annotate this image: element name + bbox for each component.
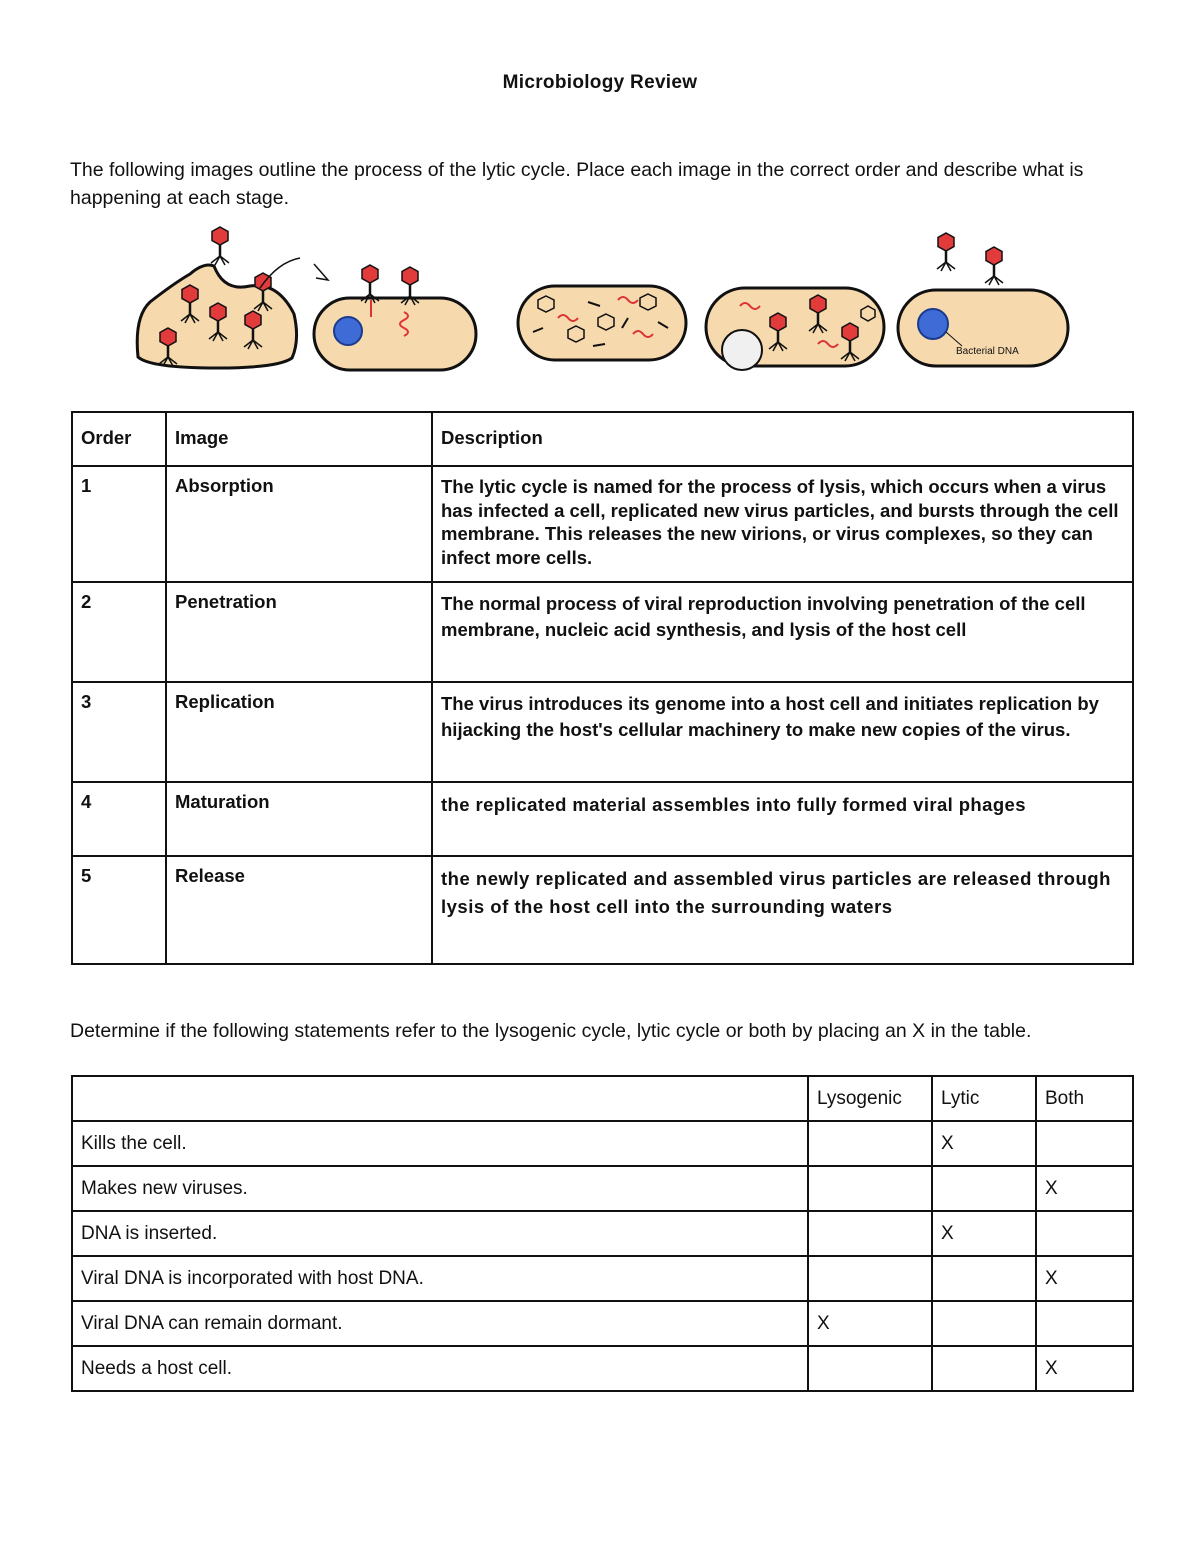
statement: DNA is inserted. — [72, 1211, 808, 1256]
statement: Viral DNA is incorporated with host DNA. — [72, 1256, 808, 1301]
cycle-instructions: Determine if the following statements refer to the lysogenic cycle, lytic cycle or both by placing an X in the table. — [70, 1020, 1032, 1042]
lytic-order-table — [71, 411, 1134, 965]
intro-paragraph: The following images outline the process of the lytic cycle. Place each image in the correct order and describe what is happening at each stage. — [70, 159, 1084, 209]
table-row — [72, 682, 1133, 782]
header-image: Image — [166, 412, 432, 466]
stage-description: The lytic cycle is named for the process of lysis, which occurs when a virus has infected a cell, replicated new virus particles, and bursts through the cell membrane. This releases the new virions, or virus complexes, so they can infect more cells. — [432, 466, 1133, 582]
table-row — [72, 856, 1133, 964]
cycle-classification-table — [71, 1075, 1134, 1392]
stage-description: the newly replicated and assembled virus particles are released through lysis of the host cell into the surrounding waters — [432, 856, 1133, 964]
lysogenic-cell[interactable] — [808, 1256, 932, 1301]
order-number: 4 — [72, 782, 166, 856]
statement: Viral DNA can remain dormant. — [72, 1301, 808, 1346]
both-cell[interactable] — [1036, 1121, 1133, 1166]
cell-maturation — [706, 288, 884, 370]
cell-replication — [518, 286, 686, 360]
lytic-cell[interactable] — [932, 1166, 1036, 1211]
table-row — [72, 782, 1133, 856]
stage-name: Release — [166, 856, 432, 964]
stage-name: Maturation — [166, 782, 432, 856]
order-number: 2 — [72, 582, 166, 682]
cell-bursting — [137, 227, 296, 368]
lysogenic-cell[interactable] — [808, 1166, 932, 1211]
lysogenic-cell[interactable] — [808, 1346, 932, 1391]
table-header-row — [72, 1076, 1133, 1121]
table-row — [72, 1256, 1133, 1301]
lysogenic-cell[interactable] — [808, 1121, 932, 1166]
lysogenic-cell[interactable] — [808, 1211, 932, 1256]
header-statement — [72, 1076, 808, 1121]
statement: Makes new viruses. — [72, 1166, 808, 1211]
both-cell[interactable]: X — [1036, 1166, 1133, 1211]
both-cell[interactable]: X — [1036, 1346, 1133, 1391]
stage-description: The normal process of viral reproduction involving penetration of the cell membrane, nucleic acid synthesis, and lysis of the host cell — [432, 582, 1133, 682]
table-row — [72, 1211, 1133, 1256]
both-cell[interactable] — [1036, 1211, 1133, 1256]
table-row — [72, 1166, 1133, 1211]
lysogenic-cell[interactable]: X — [808, 1301, 932, 1346]
table-row — [72, 1346, 1133, 1391]
header-description: Description — [432, 412, 1133, 466]
bacterial-dna-label: Bacterial DNA — [956, 346, 1019, 357]
lytic-cell[interactable]: X — [932, 1211, 1036, 1256]
table-row — [72, 1121, 1133, 1166]
table-row — [72, 1301, 1133, 1346]
header-both: Both — [1036, 1076, 1133, 1121]
stage-description: The virus introduces its genome into a host cell and initiates replication by hijacking the host's cellular machinery to make new copies of the virus. — [432, 682, 1133, 782]
both-cell[interactable] — [1036, 1301, 1133, 1346]
both-cell[interactable]: X — [1036, 1256, 1133, 1301]
cell-penetration — [314, 265, 476, 370]
stage-name: Replication — [166, 682, 432, 782]
statement: Kills the cell. — [72, 1121, 808, 1166]
table-header-row — [72, 412, 1133, 466]
header-lytic: Lytic — [932, 1076, 1036, 1121]
stage-description: the replicated material assembles into fully formed viral phages — [432, 782, 1133, 856]
lytic-cycle-figure — [128, 222, 1078, 382]
table-row — [72, 466, 1133, 582]
cell-attachment — [898, 233, 1068, 366]
header-lysogenic: Lysogenic — [808, 1076, 932, 1121]
stage-name: Absorption — [166, 466, 432, 582]
lytic-cell[interactable] — [932, 1346, 1036, 1391]
order-number: 5 — [72, 856, 166, 964]
order-number: 3 — [72, 682, 166, 782]
statement: Needs a host cell. — [72, 1346, 808, 1391]
lytic-cycle-illustration — [128, 222, 1078, 382]
stage-name: Penetration — [166, 582, 432, 682]
header-order: Order — [72, 412, 166, 466]
order-number: 1 — [72, 466, 166, 582]
lytic-cell[interactable] — [932, 1301, 1036, 1346]
table-row — [72, 582, 1133, 682]
lytic-cell[interactable]: X — [932, 1121, 1036, 1166]
page-title: Microbiology Review — [502, 72, 698, 93]
lytic-cell[interactable] — [932, 1256, 1036, 1301]
